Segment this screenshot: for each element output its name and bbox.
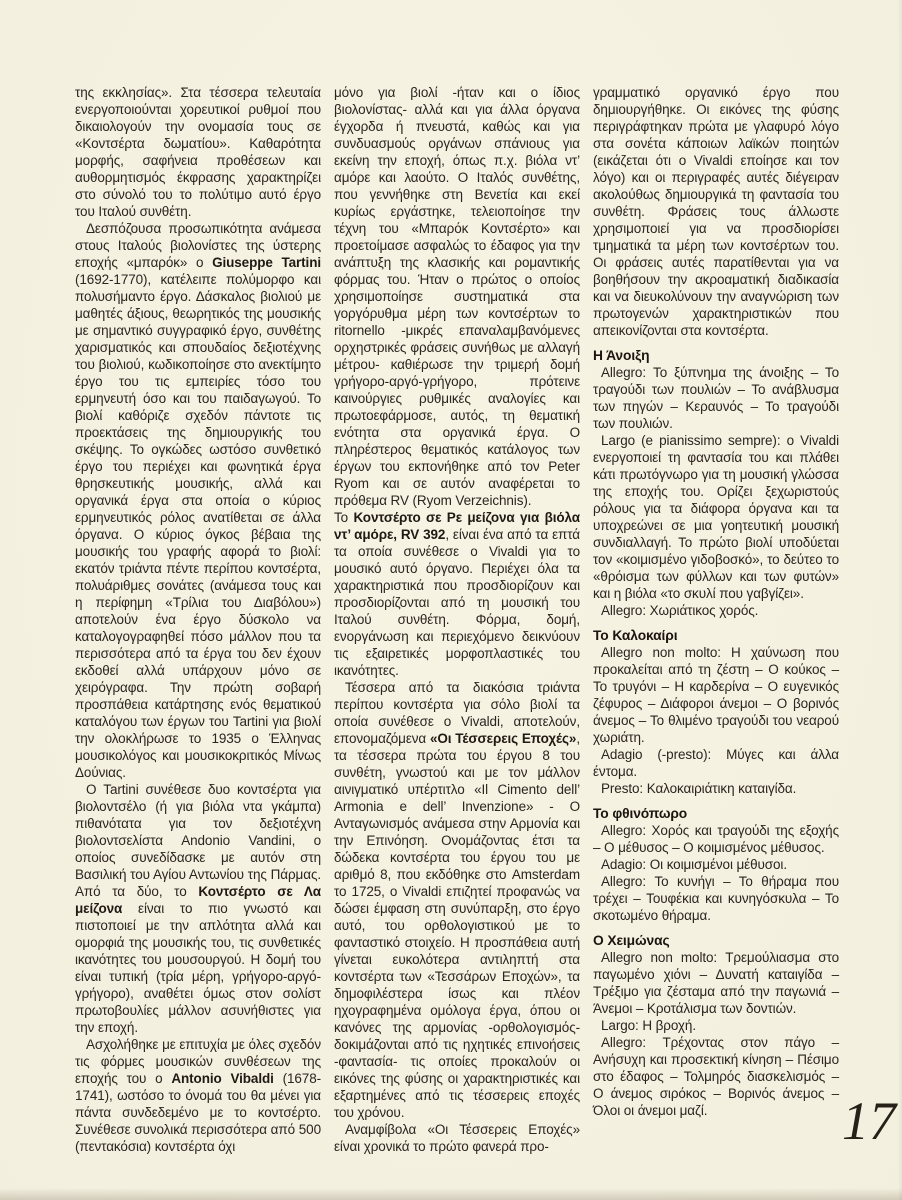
text-run: Allegro: Χορός και τραγούδι της εξοχής – Ο μέθυσος – Ο κοιμισμένος μέθυσος. <box>593 823 839 855</box>
paragraph <box>334 679 580 1121</box>
text-run: Τέσσερα από τα διακόσια τριάντα περίπου κοντσέρτα για σόλο βιολί τα οποία συνέθεσε ο Vivaldi, αποτελούν, επονομαζόμενα <box>334 680 580 746</box>
text-run: Ασχολήθηκε με επιτυχία με όλες σχεδόν τις φόρμες μουσικών συνθέσεων της εποχής του ο <box>75 1037 321 1086</box>
paragraph <box>593 1034 839 1119</box>
section-heading: Το Καλοκαίρι <box>593 628 678 643</box>
text-run: της εκκλησίας». Στα τέσσερα τελευταία ενεργοποιούνται χορευτικοί ρυθμοί που δικαιολογούν την ονομασία τους σε «Κοντσέρτα δωματίου». Καθαρότητα μορφής, σαφήνεια προθέσεων και αυθορμητισμός έκφρασης χαρακτηρίζει στο σύνολό του το πολύτιμο αυτό έργο του Ιταλού συνθέτη. <box>75 85 321 219</box>
text-run: Allegro non molto: Η χαύνωση που προκαλείται από τη ζέστη – Ο κούκος – Το τρυγόνι – Η καρδερίνα – Ο ευγενικός ζέφυρος – Διάφοροι άνεμοι – Ο βορινός άνεμος – Το θλιμένο τραγούδι του νεαρού χωριάτη. <box>593 645 839 745</box>
paragraph <box>593 780 839 797</box>
text-run: Allegro: Τρέχοντας στον πάγο – Ανήσυχη και προσεκτική κίνηση – Πέσιμο στο έδαφος – Τολμηρός διασκελισμός – Ο άνεμος σιρόκος – Βορινός άνεμος – Όλοι οι άνεμοι μαζί. <box>593 1035 839 1118</box>
article-columns <box>75 84 839 1155</box>
section-heading: Η Άνοιξη <box>593 348 650 363</box>
paragraph <box>75 1036 321 1155</box>
bold-run: Κοντσέρτο σε Λα μείζονα <box>75 884 321 916</box>
text-run: , είναι ένα από τα επτά τα οποία συνέθεσε ο Vivaldi για το μουσικό αυτό όργανο. Περιέχει όλα τα χαρακτηριστικά που προσδιορίζουν και προσδιορίζονται από τη μουσική του Ιταλού συνθέτη. Φόρμα, δομή, ενοργάνωση και περιεχόμενο δεικνύουν τις εξαιρετικές μορφοπλαστικές του ικανότητες. <box>334 527 580 678</box>
paragraph <box>593 873 839 924</box>
paragraph <box>75 220 321 781</box>
text-run: Allegro: Το κυνήγι – Το θήραμα που τρέχει – Τουφέκια και κυνηγόσκυλα – Το σκοτωμένο θήραμα. <box>593 874 839 923</box>
text-run: Largo (e pianissimo sempre): ο Vivaldi ενεργοποιεί τη φαντασία του και πλάθει κάτι πρωτόγνωρο για τη μουσική γλώσσα της εποχής του. Ορίζει ξεχωριστούς ρόλους για τα διάφορα όργανα και τα υποχρεώνει σε μια γοητευτική μουσική συνδιαλλαγή. Το πρώτο βιολί υποδύεται τον «κοιμισμένο γιδοβοσκό», το δεύτεο το «θρόισμα των φύλλων και των φυτών» και η βιόλα «το σκυλί που γαβγίζει». <box>593 433 839 601</box>
text-run: Adagio: Οι κοιμισμένοι μέθυσοι. <box>601 857 787 872</box>
text-run: Presto: Καλοκαιριάτικη καταιγίδα. <box>601 781 797 796</box>
paragraph <box>593 746 839 780</box>
section-heading: Ο Χειμώνας <box>593 933 670 948</box>
paragraph <box>593 432 839 602</box>
paragraph <box>334 1121 580 1155</box>
paragraph <box>334 509 580 679</box>
paragraph <box>75 84 321 220</box>
paragraph <box>593 949 839 1017</box>
paragraph <box>593 364 839 432</box>
text-run: είναι το πιο γνωστό και πιστοποιεί με την απλότητα αλλά και ομορφιά της μουσικής του, τις συνθετικές ικανότητες του μουσουργού. Η δομή του είναι τυπική (τρία μέρη, γρήγορο-αργό-γρήγορο), αναθέτει όμως στον σολίστ πρωτοβουλίες μάλλον ασυνήθιστες για την εποχή. <box>75 901 321 1035</box>
text-run: γραμματικό οργανικό έργο που δημιουργήθηκε. Οι εικόνες της φύσης περιγράφτηκαν πρώτα με γλαφυρό λόγο στα σονέτα κάποιων λαϊκών ποιητών (εικάζεται ότι ο Vivaldi εποίησε και τον λόγο) και οι περιγραφές αυτές διέγειραν ακολούθως δημιουργικά τη φαντασία του συνθέτη. Φράσεις τους άλλωστε χρησιμοποιεί για να προσδιορίσει τμηματικά τα μέρη των κοντσέρτων του. Οι φράσεις αυτές παρατίθενται για να βοηθήσουν την ακροαματική διαδικασία και να διευκολύνουν την αναγνώριση των πρωτογενών χαρακτηριστικών που απεικονίζονται στα κοντσέρτα. <box>593 85 839 338</box>
scan-right-edge-shadow <box>898 0 902 1200</box>
text-run: Largo: Η βροχή. <box>601 1018 696 1033</box>
paragraph <box>593 84 839 339</box>
paragraph <box>593 822 839 856</box>
bold-run: Antonio Vibaldi <box>171 1071 274 1086</box>
text-run: Allegro non molto: Τρεμούλιασμα στο παγωμένο χιόνι – Δυνατή καταιγίδα – Τρέξιμο για ζέσταμα από την παγωνιά – Άνεμοι – Κροτάλισμα των δοντιών. <box>593 950 839 1016</box>
text-run: (1692-1770), κατέλειπε πολύμορφο και πολυσήμαντο έργο. Δάσκαλος βιολιού με μαθητές άξιους, θεωρητικός της μουσικής με σημαντικό συγγραφικό έργο, συνθέτης χαρισματικός και σπουδαίος δεξιοτέχνης του βιολιού, κωδικοποίησε στο ανεκτίμητο έργο του τις εμπειρίες τόσο του ερμηνευτή όσο και του παιδαγωγού. Το βιολί καθόριζε σχεδόν πάντοτε τις προεκτάσεις της δημιουργικής του σκέψης. Το ογκώδες ωστόσο συνθετικό έργο του περιέχει και φωνητικά έργα θρησκευτικής μουσικής, αλλά και οργανικά έργα στα οποία ο κύριος ερμηνευτικός ρόλος ανατίθεται σε άλλα όργανα. Ο κύριος όγκος βέβαια της μουσικής του γραφής αφορά το βιολί: εκατόν τριάντα πέντε περίπου κοντσέρτα, πολυάριθμες σονάτες (ανάμεσα τους και η περίφημη «Τρίλια του Διαβόλου») αποτελούν ένα έργο δύσκολο να καταλογογραφηθεί πόσο μάλλον που τα περισσότερα από τα έργα του δεν έχουν εκδοθεί αλλά υπάρχουν μόνο σε χειρόγραφα. Την πρώτη σοβαρή προσπάθεια κατάρτησης ενός θεματικού καταλόγου των έργων του Tartini για βιολί την ολοκλήρωσε το 1935 ο Έλληνας μουσικολόγος και μουσικοκριτικός Μίνως Δούνιας. <box>75 272 321 780</box>
text-run: Αναμφίβολα «Οι Τέσσερεις Εποχές» είναι χρονικά το πρώτο φανερά προ- <box>334 1122 580 1154</box>
bold-run: Κοντσέρτο σε Ρε μείζονα για βιόλα ντ’ αμόρε, RV 392 <box>334 510 580 542</box>
bold-run: Giuseppe Tartini <box>212 255 321 270</box>
paragraph <box>593 1017 839 1034</box>
text-column-2 <box>334 84 580 1155</box>
text-run: Adagio (-presto): Μύγες και άλλα έντομα. <box>593 747 839 779</box>
scan-bottom-edge-shadow <box>0 1188 902 1200</box>
section-heading: Το φθινόπωρο <box>593 806 688 821</box>
text-run: Το <box>334 510 354 525</box>
paragraph <box>75 781 321 1036</box>
paragraph <box>593 602 839 619</box>
page-number: 17 <box>842 1091 896 1151</box>
paragraph <box>593 856 839 873</box>
text-column-3 <box>593 84 839 1155</box>
text-run: Allegro: Χωριάτικος χορός. <box>601 603 759 618</box>
text-run: Δεσπόζουσα προσωπικότητα ανάμεσα στους Ιταλούς βιολονίστες της ύστερης εποχής «μπαρόκ» ο <box>75 221 321 270</box>
text-column-1 <box>75 84 321 1155</box>
text-run: (1678-1741), ωστόσο το όνομά του θα μένει για πάντα συνδεδεμένο με το κοντσέρτο. Συνέθεσε συνολικά περισσότερα από 500 (πεντακόσια) κοντσέρτα όχι <box>75 1071 321 1154</box>
bold-run: «Οι Τέσσερεις Εποχές» <box>429 731 577 746</box>
text-run: Allegro: Το ξύπνημα της άνοιξης – Το τραγούδι των πουλιών – Το ανάβλυσμα των πηγών – Κεραυνός – Το τραγούδι των πουλιών. <box>593 365 839 431</box>
text-run: , τα τέσσερα πρώτα του έργου 8 του συνθέτη, γνωστού και με τον μάλλον αινιγματικό υπέρτιτλο «Il Cimento dell’ Armonia e dell’ Invenzione» - Ο Ανταγωνισμός ανάμεσα στην Αρμονία και την Επινόηση. Ονομάζοντας έτσι τα δώδεκα κοντσέρτα του έργου του με αριθμό 8, που εκδόθηκε στο Amsterdam το 1725, ο Vivaldi επιζητεί προφανώς να δώσει έμφαση στη συνύπαρξη, στο έργο αυτό, του ορθολογιστικού με το φανταστικό στοιχείο. Η προσπάθεια αυτή γίνεται ευκολότερα αντιληπτή στα κοντσέρτα των «Τεσσάρων Εποχών», τα δημοφιλέστερα ίσως και πλέον ηχογραφημένα ομόλογα έργα, όπου οι κανόνες της αρμονίας -ορθολογισμός- δοκιμάζονται από τις ηχητικές επινοήσεις -φαντασία- τις οποίες προκαλούν οι εικόνες της φύσης οι χαρακτηριστικές και εξαρτημένες από τις τέσσερεις εποχές του χρόνου. <box>334 731 580 1120</box>
text-run: μόνο για βιολί -ήταν και ο ίδιος βιολονίστας- αλλά και για άλλα όργανα έγχορδα ή πνευστά, καθώς και για συνδυασμούς οργάνων σπάνιους για εκείνη την εποχή, όπως π.χ. βιόλα ντ’ αμόρε και λαούτο. Ο Ιταλός συνθέτης, που γεννήθηκε στη Βενετία και εκεί κυρίως εργάστηκε, τελειοποίησε την τέχνη του «Μπαρόκ Κοντσέρτο» και προετοίμασε ασφαλώς το έδαφος για την ανάπτυξη της κλασικής και ρομαντικής φόρμας του. Ήταν ο πρώτος ο οποίος χρησιμοποίησε συστηματικά στα γοργόρυθμα μέρη των κοντσέρτων το ritornello -μικρές επαναλαμβανόμενες ορχηστρικές φράσεις συνήθως με αλλαγή μέτρου- καθιέρωσε την τριμερή δομή γρήγορο-αργό-γρήγορο, πρότεινε καινούργιες ρυθμικές αναλογίες και πρωτοεφάρμοσε, αυτός, τη θεματική ενότητα στα οργανικά έργα. Ο πληρέστερος θεματικός κατάλογος των έργων του εκπονήθηκε από τον Peter Ryom και σε αυτόν αναφέρεται το πρόθεμα RV (Ryom Verzeichnis). <box>334 85 580 508</box>
text-run: Ο Tartini συνέθεσε δυο κοντσέρτα για βιολοντσέλο (ή για βιόλα ντα γκάμπα) πιθανότατα για τον δεξιοτέχνη βιολοντσελίστα Andonio Vandini, ο οποίος συνεδίδασκε με αυτόν στη Βασιλική του Αγίου Αντωνίου της Πάρμας. Από τα δύο, το <box>75 782 321 899</box>
paragraph <box>334 84 580 509</box>
paragraph <box>593 644 839 746</box>
